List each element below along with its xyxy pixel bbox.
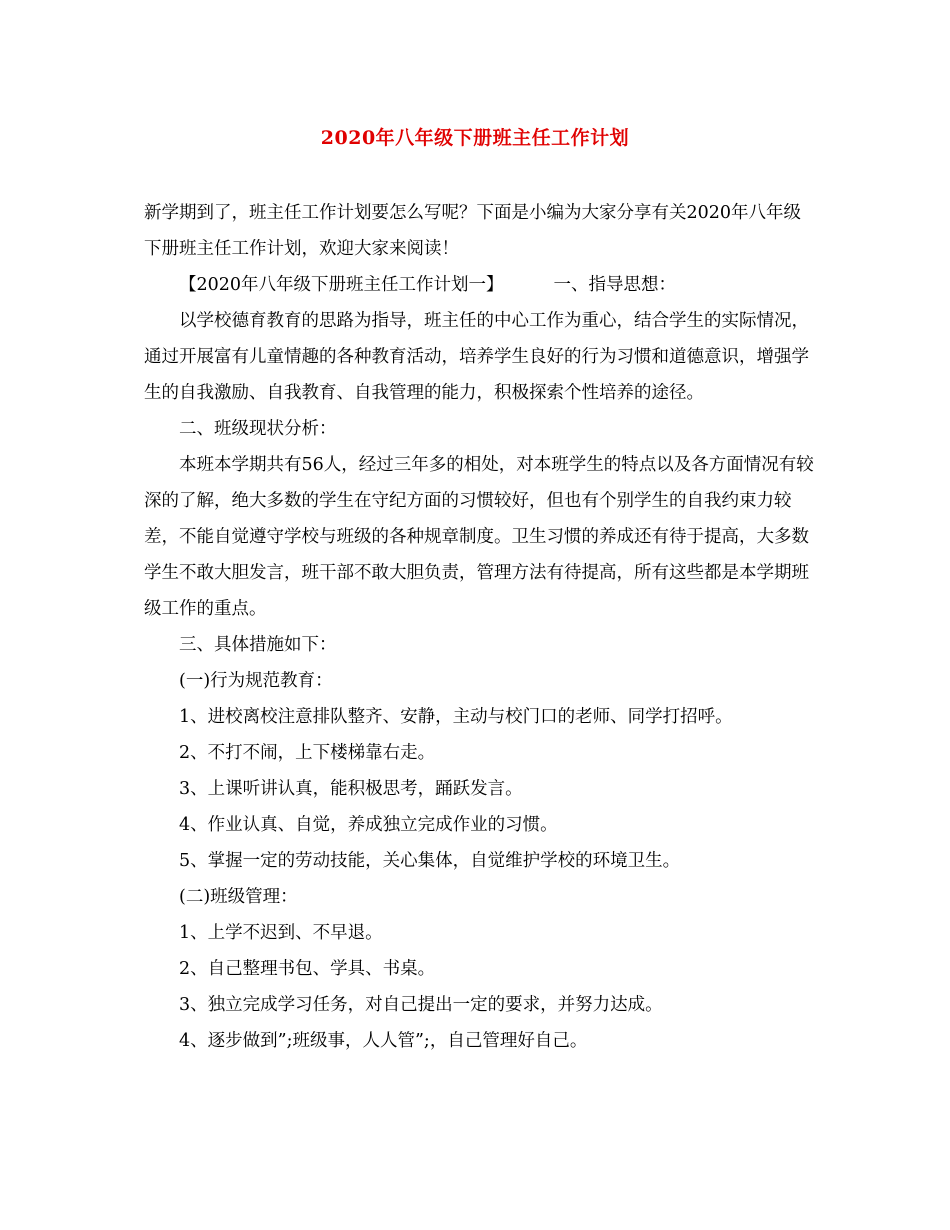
- list-item: 3、上课听讲认真，能积极思考，踊跃发言。: [179, 779, 523, 799]
- document-title: 2020年八年级下册班主任工作计划: [320, 127, 630, 149]
- list-item: 1、进校离校注意排队整齐、安静，主动与校门口的老师、同学打招呼。: [179, 707, 733, 727]
- sub2-title: (二)班级管理：: [179, 887, 298, 907]
- section1-body: 以学校德育教育的思路为指导，班主任的中心工作为重心，结合学生的实际情况，通过开展富有儿童情趣的各种教育活动，培养学生良好的行为习惯和道德意识，增强学生的自我激励、自我教育、自我管理的能力，积极探索个性培养的途径。: [144, 311, 809, 403]
- list-item: 1、上学不迟到、不早退。: [179, 923, 383, 943]
- list-item: 4、作业认真、自觉，养成独立完成作业的习惯。: [179, 815, 558, 835]
- heading-gap: [504, 267, 554, 303]
- list-item: 2、自己整理书包、学具、书桌。: [179, 959, 436, 979]
- section3-title: 三、具体措施如下：: [179, 635, 337, 655]
- list-item: 3、独立完成学习任务，对自己提出一定的要求，并努力达成。: [179, 995, 663, 1015]
- document-body: [144, 195, 814, 1059]
- sub1-title: (一)行为规范教育：: [179, 671, 333, 691]
- plan-heading: 【2020年八年级下册班主任工作计划一】: [179, 275, 504, 295]
- section2-title: 二、班级现状分析：: [179, 419, 337, 439]
- list-item: 2、不打不闹，上下楼梯靠右走。: [179, 743, 436, 763]
- section1-title: 一、指导思想：: [553, 275, 677, 295]
- section2-body: 本班本学期共有56人，经过三年多的相处，对本班学生的特点以及各方面情况有较深的了解，绝大多数的学生在守纪方面的习惯较好，但也有个别学生的自我约束力较差，不能自觉遵守学校与班级的各种规章制度。卫生习惯的养成还有待于提高，大多数学生不敢大胆发言，班干部不敢大胆负责，管理方法有待提高，所有这些都是本学期班级工作的重点。: [144, 455, 814, 619]
- plan-heading-row: [144, 267, 814, 303]
- list-item: 4、逐步做到”;班级事，人人管”;，自己管理好自己。: [179, 1031, 588, 1051]
- list-item: 5、掌握一定的劳动技能，关心集体，自觉维护学校的环境卫生。: [179, 851, 681, 871]
- intro-paragraph: 新学期到了，班主任工作计划要怎么写呢？下面是小编为大家分享有关2020年八年级下册班主任工作计划，欢迎大家来阅读！: [144, 203, 802, 259]
